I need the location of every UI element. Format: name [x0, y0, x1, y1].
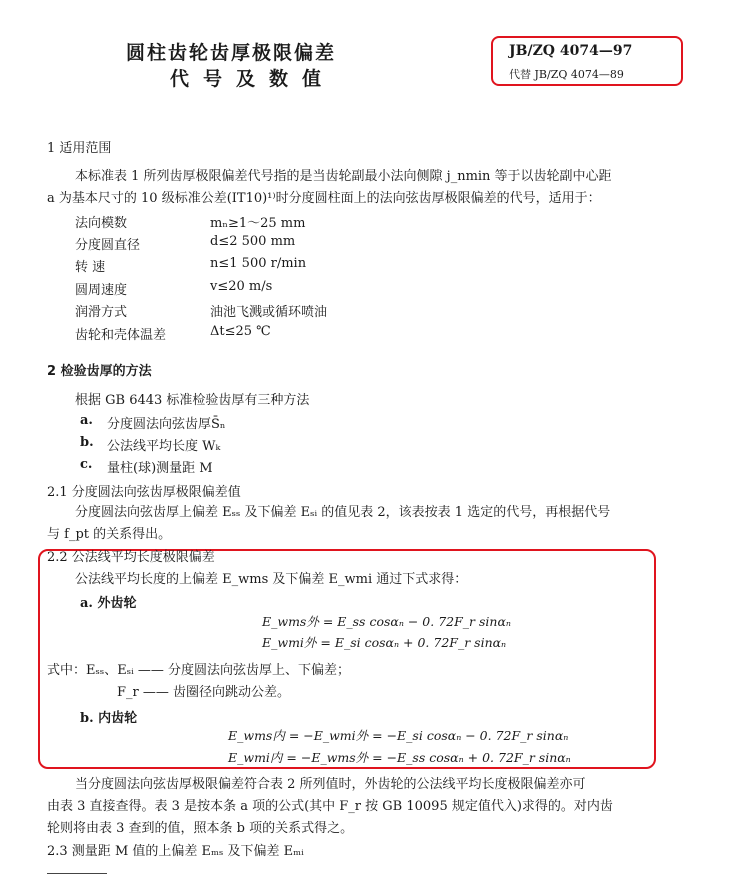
method-mark: c.: [80, 457, 93, 472]
method-mark: b.: [80, 435, 94, 450]
section-2-1-heading: 2.1 分度圆法向弦齿厚极限偏差值: [47, 485, 241, 500]
condition-label: 齿轮和壳体温差: [75, 328, 167, 343]
internal-gear-label: b. 内齿轮: [80, 711, 138, 726]
condition-value: n≤1 500 r/min: [210, 256, 307, 271]
condition-label: 圆周速度: [75, 283, 128, 298]
doc-title: 圆柱齿轮齿厚极限偏差: [126, 42, 337, 64]
section-2-2-intro: 公法线平均长度的上偏差 E_wms 及下偏差 E_wmi 通过下式求得：: [75, 572, 468, 587]
method-text: 分度圆法向弦齿厚S̄ₙ: [107, 417, 226, 432]
section-2-2-heading: 2.2 公法线平均长度极限偏差: [47, 550, 215, 565]
condition-label: 分度圆直径: [75, 238, 141, 253]
condition-value: d≤2 500 mm: [210, 234, 296, 249]
formula-ext-upper: E_wms外 = E_ss cosαₙ − 0. 72F_r sinαₙ: [262, 614, 511, 629]
formula-int-lower: E_wmi内 = −E_wms外 = −E_ss cosαₙ + 0. 72F_r sinαₙ: [228, 750, 571, 765]
section-2-3-heading: 2.3 测量距 M 值的上偏差 Eₘₛ 及下偏差 Eₘᵢ: [47, 844, 304, 859]
condition-label: 法向模数: [75, 216, 128, 231]
section-1-heading: 1 适用范围: [47, 141, 112, 156]
formula-ext-lower: E_wmi外 = E_si cosαₙ + 0. 72F_r sinαₙ: [262, 635, 507, 650]
where-line-1: 式中：Eₛₛ、Eₛᵢ —— 分度圆法向弦齿厚上、下偏差；: [47, 663, 350, 678]
method-text: 量柱(球)测量距 M: [107, 461, 213, 476]
condition-label: 润滑方式: [75, 305, 128, 320]
condition-value: mₙ≥1～25 mm: [210, 216, 306, 231]
section-2-heading: 2 检验齿厚的方法: [47, 364, 152, 379]
condition-value: 油池飞溅或循环喷油: [210, 305, 328, 320]
method-mark: a.: [80, 413, 93, 428]
external-gear-label: a. 外齿轮: [80, 596, 137, 611]
tail-line-1: 当分度圆法向弦齿厚极限偏差符合表 2 所列值时，外齿轮的公法线平均长度极限偏差亦可: [75, 777, 586, 792]
condition-label: 转 速: [75, 260, 106, 275]
method-text: 公法线平均长度 Wₖ: [107, 439, 221, 454]
section-2-1-line2: 与 f_pt 的关系得出。: [47, 527, 172, 542]
footnote-rule: [47, 873, 107, 874]
replaces-code: 代替 JB/ZQ 4074—89: [509, 68, 624, 81]
section-2-1-line1: 分度圆法向弦齿厚上偏差 Eₛₛ 及下偏差 Eₛᵢ 的值见表 2，该表按表 1 选定的代号，再根据代号: [75, 505, 611, 520]
section-2-intro: 根据 GB 6443 标准检验齿厚有三种方法: [75, 393, 310, 408]
formula-int-upper: E_wms内 = −E_wmi外 = −E_si cosαₙ − 0. 72F_r sinαₙ: [228, 728, 569, 743]
standard-code: JB/ZQ 4074—97: [509, 43, 633, 59]
condition-value: v≤20 m/s: [210, 279, 273, 294]
tail-line-3: 轮则将由表 3 查到的值，照本条 b 项的关系式得之。: [47, 821, 354, 836]
section-1-para-line1: 本标准表 1 所列齿厚极限偏差代号指的是当齿轮副最小法向侧隙 j_nmin 等于以齿轮副中心距: [75, 169, 612, 184]
where-line-2: F_r —— 齿圈径向跳动公差。: [117, 685, 290, 700]
section-1-para-line2: a 为基本尺寸的 10 级标准公差(IT10)¹⁾时分度圆柱面上的法向弦齿厚极限偏差的代号，适用于：: [47, 191, 601, 206]
condition-value: Δt≤25 ℃: [210, 324, 271, 339]
doc-subtitle: 代号及数值: [170, 68, 336, 90]
tail-line-2: 由表 3 直接查得。表 3 是按本条 a 项的公式(其中 F_r 按 GB 10095 规定值代入)求得的。对内齿: [47, 799, 613, 814]
